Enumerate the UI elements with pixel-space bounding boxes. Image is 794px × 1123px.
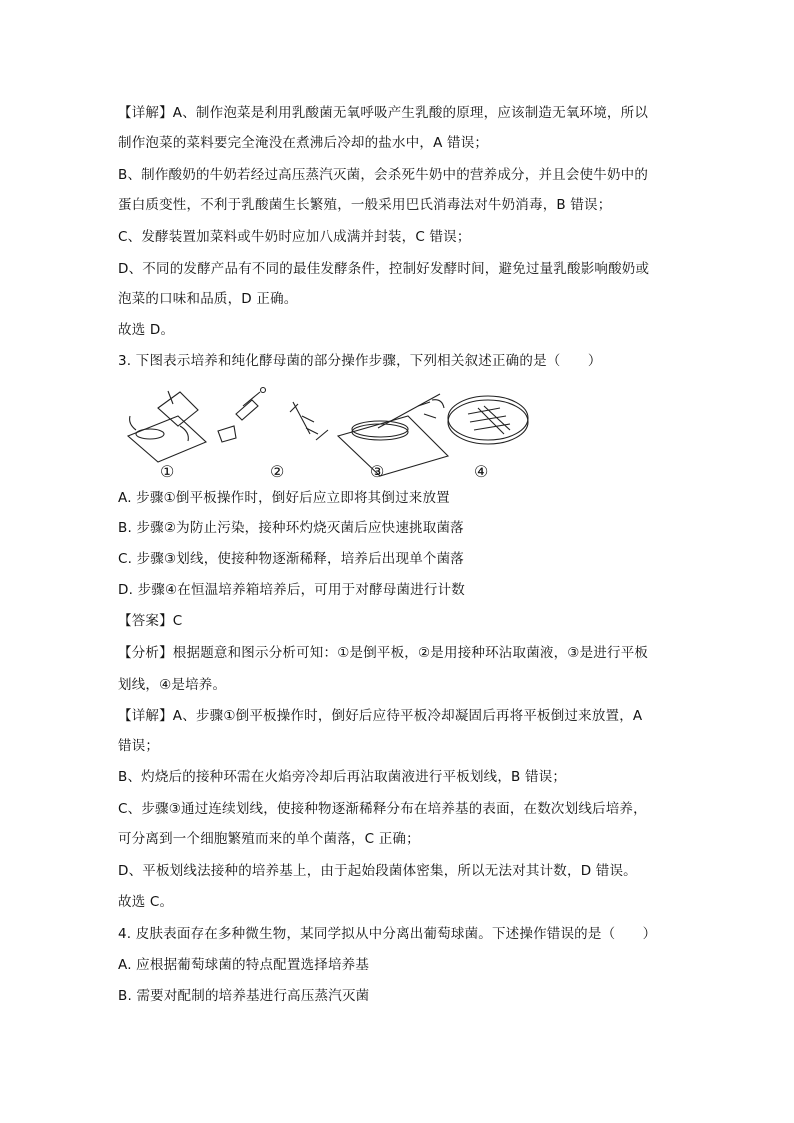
text-line: 故选 C。 xyxy=(118,894,174,910)
option-a: A. 应根据葡萄球菌的特点配置选择培养基 xyxy=(118,957,370,973)
text-line: 错误； xyxy=(118,738,160,754)
question-4-stem: 4. 皮肤表面存在多种微生物，某同学拟从中分离出葡萄球菌。下述操作错误的是（ ） xyxy=(118,926,657,942)
figure-label-4: ④ xyxy=(474,462,489,481)
text-line: 【分析】根据题意和图示分析可知：①是倒平板，②是用接种环沾取菌液，③是进行平板 xyxy=(118,645,649,661)
text-line: 可分离到一个细胞繁殖而来的单个菌落，C 正确； xyxy=(118,831,420,847)
culture-plate-drawing xyxy=(448,396,528,444)
figure-label-3: ③ xyxy=(370,462,385,481)
question-3-stem: 3. 下图表示培养和纯化酵母菌的部分操作步骤，下列相关叙述正确的是（ ） xyxy=(118,353,602,369)
text-line: B、灼烧后的接种环需在火焰旁冷却后再沾取菌液进行平板划线，B 错误； xyxy=(118,769,567,785)
text-line: 【详解】A、制作泡菜是利用乳酸菌无氧呼吸产生乳酸的原理，应该制造无氧环境，所以 xyxy=(118,105,649,121)
text-line: D、不同的发酵产品有不同的最佳发酵条件，控制好发酵时间，避免过量乳酸影响酸奶或 xyxy=(118,261,650,277)
answer-line: 【答案】C xyxy=(118,613,183,629)
text-line: D、平板划线法接种的培养基上，由于起始段菌体密集，所以无法对其计数，D 错误。 xyxy=(118,863,637,879)
option-a: A. 步骤①倒平板操作时，倒好后应立即将其倒过来放置 xyxy=(118,490,450,506)
inoculation-loop-drawing xyxy=(218,388,328,443)
text-line: C、发酵装置加菜料或牛奶时应加八成满并封装，C 错误； xyxy=(118,229,471,245)
text-line: 【详解】A、步骤①倒平板操作时，倒好后应待平板冷却凝固后再将平板倒过来放置，A xyxy=(118,708,643,724)
option-b: B. 需要对配制的培养基进行高压蒸汽灭菌 xyxy=(118,988,370,1004)
text-line: C、步骤③通过连续划线，使接种物逐渐稀释分布在培养基的表面，在数次划线后培养， xyxy=(118,801,647,817)
text-line: 划线，④是培养。 xyxy=(118,677,227,693)
figure-label-2: ② xyxy=(270,462,285,481)
option-b: B. 步骤②为防止污染，接种环灼烧灭菌后应快速挑取菌落 xyxy=(118,520,464,536)
option-c: C. 步骤③划线，使接种物逐渐稀释，培养后出现单个菌落 xyxy=(118,551,465,567)
text-line: 制作泡菜的菜料要完全淹没在煮沸后冷却的盐水中，A 错误； xyxy=(118,135,489,151)
figure-label-1: ① xyxy=(160,462,175,481)
streaking-drawing xyxy=(338,394,448,476)
text-line: 蛋白质变性，不利于乳酸菌生长繁殖，一般采用巴氏消毒法对牛奶消毒，B 错误； xyxy=(118,197,612,213)
text-line: 故选 D。 xyxy=(118,322,175,338)
option-d: D. 步骤④在恒温培养箱培养后，可用于对酵母菌进行计数 xyxy=(118,582,465,598)
pouring-plate-drawing xyxy=(128,391,206,462)
text-line: 泡菜的口味和品质，D 正确。 xyxy=(118,291,298,307)
text-line: B、制作酸奶的牛奶若经过高压蒸汽灭菌，会杀死牛奶中的营养成分，并且会使牛奶中的 xyxy=(118,167,649,183)
